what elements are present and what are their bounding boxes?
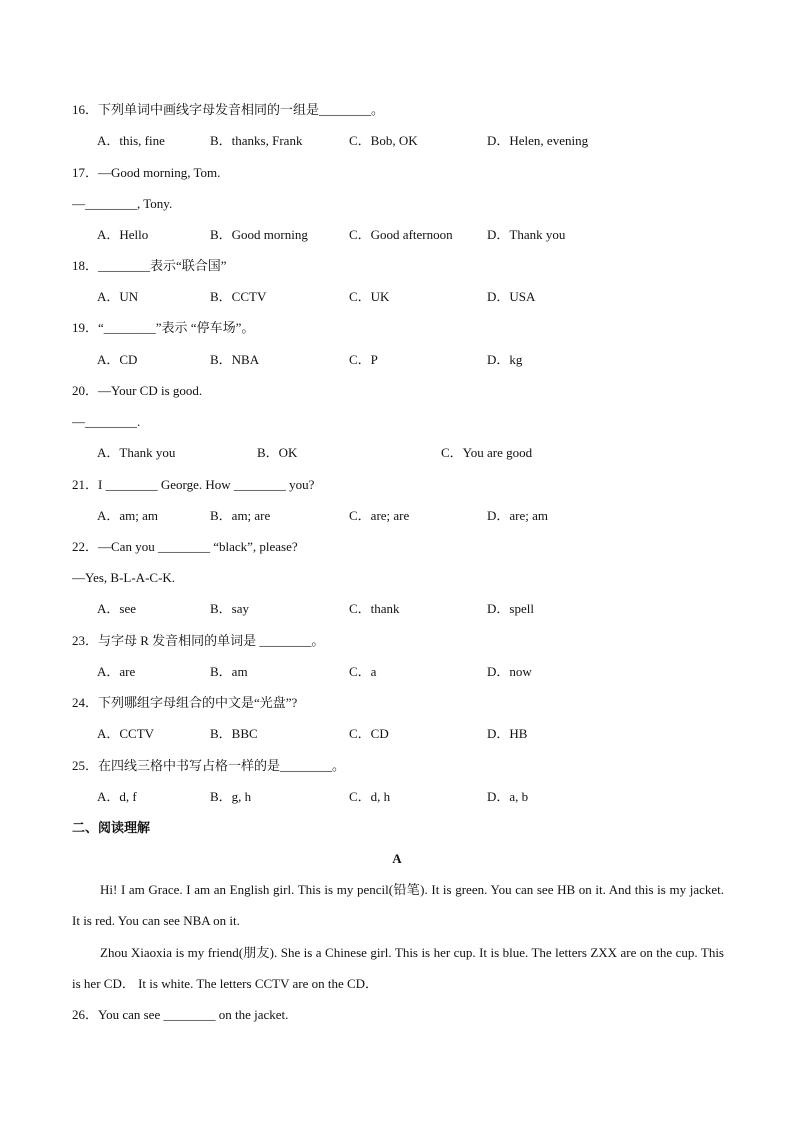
question-17-stem: 17．—Good morning, Tom.	[72, 165, 221, 180]
q24-option-a[interactable]: A．CCTV	[97, 726, 155, 741]
q22-option-b[interactable]: B．say	[210, 601, 250, 616]
q23-option-c[interactable]: C．a	[349, 664, 377, 679]
question-17-response: —________, Tony.	[72, 196, 173, 211]
q19-option-c[interactable]: C．P	[349, 352, 378, 367]
q24-option-d[interactable]: D．HB	[487, 726, 528, 741]
q21-option-b[interactable]: B．am; are	[210, 508, 271, 523]
q16-option-d[interactable]: D．Helen, evening	[487, 133, 589, 148]
q20-option-a[interactable]: A．Thank you	[97, 445, 176, 460]
q16-option-c[interactable]: C．Bob, OK	[349, 133, 418, 148]
q22-option-a[interactable]: A．see	[97, 601, 136, 616]
q19-option-b[interactable]: B．NBA	[210, 352, 260, 367]
q18-option-d[interactable]: D．USA	[487, 289, 536, 304]
q23-option-b[interactable]: B．am	[210, 664, 248, 679]
q22-option-d[interactable]: D．spell	[487, 601, 534, 616]
question-22-response: —Yes, B-L-A-C-K.	[72, 570, 176, 585]
q17-option-b[interactable]: B．Good morning	[210, 227, 308, 242]
q24-option-b[interactable]: B．BBC	[210, 726, 258, 741]
question-16-stem: 16．下列单词中画线字母发音相同的一组是________。	[72, 102, 385, 117]
question-19-stem: 19．“________”表示 “停车场”。	[72, 320, 255, 335]
question-22-stem: 22．—Can you ________ “black”, please?	[72, 539, 298, 554]
q25-option-b[interactable]: B．g, h	[210, 789, 252, 804]
q23-option-d[interactable]: D．now	[487, 664, 532, 679]
q16-option-b[interactable]: B．thanks, Frank	[210, 133, 303, 148]
q20-option-c[interactable]: C．You are good	[441, 445, 533, 460]
q21-option-d[interactable]: D．are; am	[487, 508, 549, 523]
question-23-stem: 23．与字母 R 发音相同的单词是 ________。	[72, 633, 325, 648]
q18-option-b[interactable]: B．CCTV	[210, 289, 267, 304]
q25-option-d[interactable]: D．a, b	[487, 789, 529, 804]
passage-paragraph-1: Hi! I am Grace. I am an English girl. This is my pencil(铅笔). It is green. You can see HB on it. And this is my jacket. It is red. You can see NBA on it.	[72, 882, 724, 928]
q20-option-b[interactable]: B．OK	[257, 445, 298, 460]
question-24-stem: 24．下列哪组字母组合的中文是“光盘”?	[72, 695, 298, 710]
q18-option-a[interactable]: A．UN	[97, 289, 139, 304]
section-title: 二、阅读理解	[72, 820, 151, 835]
q25-option-a[interactable]: A．d, f	[97, 789, 137, 804]
q25-option-c[interactable]: C．d, h	[349, 789, 391, 804]
q21-option-c[interactable]: C．are; are	[349, 508, 410, 523]
q22-option-c[interactable]: C．thank	[349, 601, 400, 616]
passage-title: A	[392, 851, 402, 866]
q17-option-d[interactable]: D．Thank you	[487, 227, 566, 242]
q24-option-c[interactable]: C．CD	[349, 726, 389, 741]
q16-option-a[interactable]: A．this, fine	[97, 133, 165, 148]
question-20-response: —________.	[72, 414, 141, 429]
q23-option-a[interactable]: A．are	[97, 664, 136, 679]
q21-option-a[interactable]: A．am; am	[97, 508, 159, 523]
question-25-stem: 25．在四线三格中书写占格一样的是________。	[72, 758, 346, 773]
question-18-stem: 18．________表示“联合国”	[72, 258, 227, 273]
q19-option-a[interactable]: A．CD	[97, 352, 138, 367]
q18-option-c[interactable]: C．UK	[349, 289, 390, 304]
question-21-stem: 21．I ________ George. How ________ you?	[72, 477, 315, 492]
q17-option-c[interactable]: C．Good afternoon	[349, 227, 453, 242]
q19-option-d[interactable]: D．kg	[487, 352, 523, 367]
q17-option-a[interactable]: A．Hello	[97, 227, 149, 242]
passage-paragraph-2: Zhou Xiaoxia is my friend(朋友). She is a Chinese girl. This is her cup. It is blue. The letters ZXX are on the cup. This is her CD． It is white. The letters CCTV are on the CD．	[72, 945, 724, 991]
question-26: 26．You can see ________ on the jacket.	[72, 1007, 289, 1022]
question-20-stem: 20．—Your CD is good.	[72, 383, 203, 398]
